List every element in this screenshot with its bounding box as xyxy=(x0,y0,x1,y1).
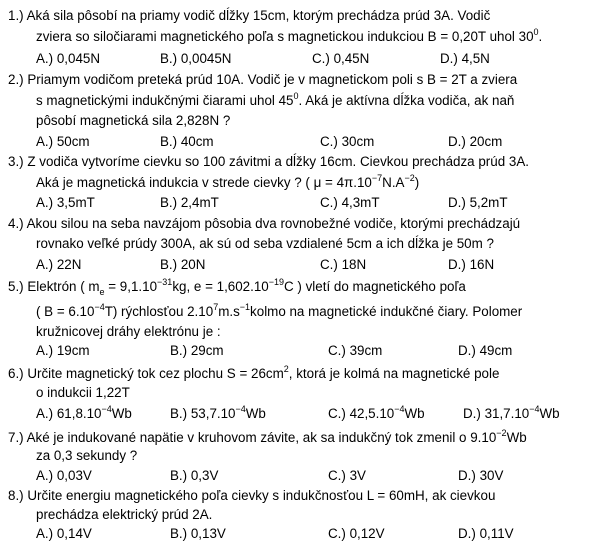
q5-option-b[interactable]: B.) 29cm xyxy=(170,343,224,358)
question-7-line-2: za 0,3 sekundy ? xyxy=(36,448,138,463)
q4-option-d[interactable]: D.) 16N xyxy=(448,257,495,272)
q3-option-c[interactable]: C.) 4,3mT xyxy=(320,195,380,210)
q2-option-b[interactable]: B.) 40cm xyxy=(160,134,214,149)
question-4-line-1: 4.) Akou silou na seba navzájom pôsobia dva rovnobežné vodiče, ktorými prechádzajú xyxy=(8,216,521,231)
question-3-line-2: Aká je magnetická indukcia v strede cievky ? ( $\mu = 4\pi.10^{-7}N.A^{-2}$) xyxy=(36,173,420,190)
q6-option-a[interactable]: A.) $61,8.10^{-4}Wb$ xyxy=(36,404,132,421)
q1-option-c[interactable]: C.) 0,45N xyxy=(312,51,370,66)
q1-option-a[interactable]: A.) 0,045N xyxy=(36,51,101,66)
q3-option-b[interactable]: B.) 2,4mT xyxy=(160,195,219,210)
q2-option-d[interactable]: D.) 20cm xyxy=(448,134,503,149)
q6-option-b[interactable]: B.) $53,7.10^{-4}Wb$ xyxy=(170,404,266,421)
question-8-line-2: prechádza elektrický prúd 2A. xyxy=(36,507,213,522)
question-1-line-1: 1.) Aká sila pôsobí na priamy vodič dĺžky 15cm, ktorým prechádza prúd 3A. Vodič xyxy=(8,8,491,23)
q5-option-c[interactable]: C.) 39cm xyxy=(328,343,383,358)
q4-option-b[interactable]: B.) 20N xyxy=(160,257,206,272)
q3-option-a[interactable]: A.) 3,5mT xyxy=(36,195,95,210)
q6-option-d[interactable]: D.) $31,7.10^{-4}Wb$ xyxy=(463,404,560,421)
question-3-line-1: 3.) Z vodiča vytvoríme cievku so 100 závitmi a dĺžky 16cm. Cievkou prechádza prúd 3A. xyxy=(8,154,529,169)
question-5-line-3: kružnicovej dráhy elektrónu je : xyxy=(36,324,221,339)
q4-option-c[interactable]: C.) 18N xyxy=(320,257,367,272)
question-6-line-2: o indukcii 1,22T xyxy=(36,385,130,400)
question-6-line-1: 6.) Určite magnetický tok cez plochu $S = 26cm^2$, ktorá je kolmá na magnetické pole xyxy=(8,364,500,381)
q5-option-d[interactable]: D.) 49cm xyxy=(458,343,513,358)
q7-option-b[interactable]: B.) 0,3V xyxy=(170,468,219,483)
q2-option-a[interactable]: A.) 50cm xyxy=(36,134,90,149)
question-2-line-3: pôsobí magnetická sila 2,828N ? xyxy=(36,113,231,128)
q8-option-c[interactable]: C.) 0,12V xyxy=(328,526,385,541)
question-7-line-1: 7.) Aké je indukované napätie v kruhovom závite, ak sa indukčný tok zmenil o $9.10^{-2}Wb$ xyxy=(8,428,527,445)
q8-option-b[interactable]: B.) 0,13V xyxy=(170,526,226,541)
question-4-line-2: rovnako veľké prúdy 300A, ak sú od seba vzdialené 5cm a ich dĺžka je 50m ? xyxy=(36,236,494,251)
q4-option-a[interactable]: A.) 22N xyxy=(36,257,82,272)
q8-option-d[interactable]: D.) 0,11V xyxy=(458,526,514,541)
question-2-line-2: s magnetickými indukčnými čiarami uhol $45^0$. Aká je aktívna dĺžka vodiča, ak naň xyxy=(36,91,515,108)
question-5-line-2: ( $B = 6.10^{-4}T$) rýchlosťou $2.10^7m.s^{-1}kolmo$ na magnetické indukčné čiary. Polomer xyxy=(36,302,523,319)
q2-option-c[interactable]: C.) 30cm xyxy=(320,134,375,149)
q7-option-c[interactable]: C.) 3V xyxy=(328,468,366,483)
question-2-line-1: 2.) Priamym vodičom preteká prúd 10A. Vodič je v magnetickom poli s B = 2T a zviera xyxy=(8,72,518,87)
q7-option-d[interactable]: D.) 30V xyxy=(458,468,504,483)
q3-option-d[interactable]: D.) 5,2mT xyxy=(448,195,508,210)
q6-option-c[interactable]: C.) $42,5.10^{-4}Wb$ xyxy=(328,404,425,421)
q5-option-a[interactable]: A.) 19cm xyxy=(36,343,90,358)
question-8-line-1: 8.) Určite energiu magnetického poľa cievky s indukčnosťou L = 60mH, ak cievkou xyxy=(8,488,496,503)
q7-option-a[interactable]: A.) 0,03V xyxy=(36,468,92,483)
question-5-line-1: 5.) Elektrón ( $m_e = 9,1.10^{-31}kg$, $e = 1,602.10^{-19}C$ ) vletí do magnetického poľa xyxy=(8,277,466,297)
q1-option-b[interactable]: B.) 0,0045N xyxy=(160,51,232,66)
question-1-line-2: zviera so siločiarami magnetického poľa s magnetickou indukciou B = 0,20T uhol $30^0$. xyxy=(36,27,543,44)
q1-option-d[interactable]: D.) 4,5N xyxy=(440,51,490,66)
q8-option-a[interactable]: A.) 0,14V xyxy=(36,526,92,541)
